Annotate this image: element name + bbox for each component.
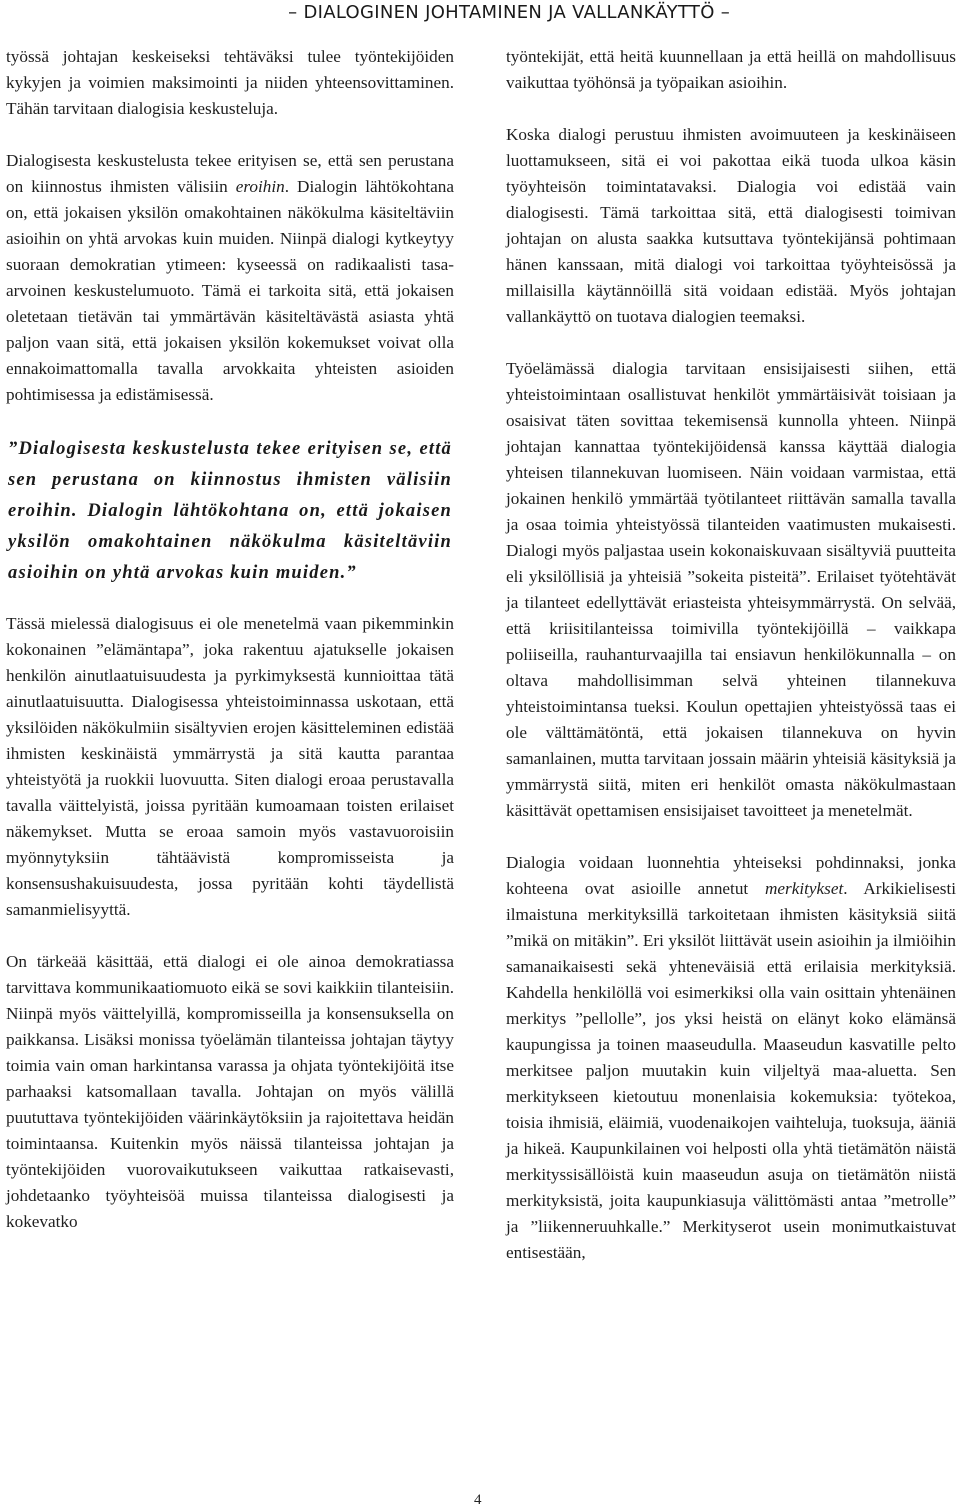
paragraph xyxy=(6,148,454,408)
paragraph-text: . Dialogin lähtökohtana on, että jokaisen yksilön omakohtainen näkökulma käsiteltäviin asioihin on yhtä arvokas kuin muiden. Niinpä dialogi kytkeytyy suoraan demokratian ytimeen: kyseessä on radikaalisti tasa-arvoinen keskustelumuoto. Tämä ei tarkoita sitä, että jokaisen oletetaan tietävän tai ymmärtävän käsiteltävästä asiasta yhtä paljon vaan sitä, että jokaisen yksilön kokemukset voivat olla ennakoimattomalla tavalla arvokkaita yhteisten asioiden pohtimisessa ja edistämisessä. xyxy=(6,177,454,404)
paragraph: työssä johtajan keskeiseksi tehtäväksi tulee työntekijöiden kykyjen ja voimien maksimointi ja niiden yhteensovittaminen. Tähän tarvitaan dialogisia keskusteluja. xyxy=(6,47,454,118)
paragraph-text: Dialogia voidaan luonnehtia yhteiseksi pohdinnaksi, jonka kohteena ovat asioille annetut xyxy=(506,853,956,898)
paragraph-text: . Arkikielisesti ilmaistuna merkityksillä tarkoitetaan ihmisten käsityksiä siitä ”mikä on mitäkin”. Eri yksilöt liittävät usein asioihin ja ilmiöihin samanaikaisesti sekä yhteneväisiä että erilaisia merkityksiä. Kahdella henkilöllä voi esimerkiksi olla vain osittain yhtenäinen merkitys ”pellolle”, jos yksi heistä on elänyt koko elämänsä kaupungissa ja toinen maaseudulla. Maaseudun kasvatille pelto merkitsee paljon muutakin kuin viljeltyä maa-aluetta. Sen merkitykseen kietoutuu monenlaisia kokemuksia: työtekoa, toisia ihmisiä, eläimiä, vuodenaikojen vaihteluja, tuoksuja, ääniä ja hikeä. Kaupunkilainen voi helposti olla yhtä tietämätön näistä merkityssisällöistä kuin maaseudun asuja on tietämätön niistä merkityksistä, joita kaupunkiasuja välittömästi antaa ”metrolle” ja ”liikenneruuhkalle.” Merkityserot usein monimutkaistuvat entisestään, xyxy=(506,879,956,1262)
pull-quote: ”Dialogisesta keskustelusta tekee erityisen se, että sen perustana on kiinnostus ihmisten välisiin eroihin. Dialogin lähtökohtana on, että jokaisen yksilön omakohtainen näkökulma käsiteltäviin asioihin on yhtä arvokas kuin muiden.” xyxy=(8,439,452,583)
paragraph-text: Dialogisesta keskustelusta tekee erityisen se, että sen perustana on kiinnostus ihmisten välisiin xyxy=(6,151,454,196)
emphasis-text: eroihin xyxy=(235,177,285,196)
left-column xyxy=(6,44,454,1235)
page-number: 4 xyxy=(474,1492,482,1508)
paragraph: työntekijät, että heitä kuunnellaan ja että heillä on mahdollisuus vaikuttaa työhönsä ja työpaikan asioihin. xyxy=(506,47,956,92)
right-column xyxy=(506,44,956,1266)
running-header: – DIALOGINEN JOHTAMINEN JA VALLANKÄYTTÖ – xyxy=(288,2,730,23)
paragraph: On tärkeää käsittää, että dialogi ei ole ainoa demokratiassa tarvittava kommunikaatiomuoto eikä se sovi kaikkiin tilanteisiin. Niinpä myös väittelyillä, kompromisseilla ja konsensuksella on paikkansa. Lisäksi monissa työelämän tilanteissa johtajan täytyy toimia vain oman harkintansa varassa ja ohjata työntekijöitä itse parhaaksi katsomallaan tavalla. Johtajan on myös välillä puututtava työntekijöiden väärinkäytöksiin ja rajoitettava heidän toimintaansa. Kuitenkin myös näissä tilanteissa johtajan ja työntekijöiden vuorovaikutukseen vaikuttaa ratkaisevasti, johdetaanko työyhteisöä muissa tilanteissa dialogisesti ja kokevatko xyxy=(6,952,454,1231)
emphasis-text: merkitykset xyxy=(764,879,844,898)
paragraph xyxy=(506,850,956,1266)
paragraph: Työelämässä dialogia tarvitaan ensisijaisesti siihen, että yhteistoimintaan osallistuvat henkilöt ymmärtäisivät toisiaan ja osaisivat täten sovittaa tekemisensä kunnolla yhteen. Niinpä johtajan kannattaa työntekijöidensä kanssa käyttää dialogia yhteisen tilannekuvan luomiseen. Näin voidaan varmistaa, että jokainen henkilö ymmärtää työtilanteet riittävän samalla tavalla ja osaa toimia yhteistyössä tilanteiden vaatimusten mukaisesti. Dialogi myös paljastaa usein kokonaiskuvaan sisältyviä puutteita eli yksilöllisiä ja yhteisiä ”sokeita pisteitä”. Erilaiset työtehtävät ja tilanteet edellyttävät eriasteista yhteisymmärrystä. On selvää, että kriisitilanteissa toimivilla työntekijöillä – vaikkapa poliiseilla, rauhanturvaajilla tai ensiavun henkilökunnalla – on oltava mahdollisimman selvä yhteinen tilannekuva yhteistoimintansa tueksi. Koulun opettajien yhteistyössä taas ei ole välttämätöntä, että jokaisen tilannekuva on hyvin samanlainen, mutta tarvitaan jossain määrin yhteisiä käsityksiä ja ymmärrystä siitä, miten eri henkilöt omasta näkökulmastaan käsittävät opettamisen ensisijaiset tavoitteet ja menetelmät. xyxy=(506,359,956,820)
paragraph: Koska dialogi perustuu ihmisten avoimuuteen ja keskinäiseen luottamukseen, sitä ei voi pakottaa eikä tuoda ulkoa käsin työyhteisön toimintatavaksi. Dialogia voi edistää vain dialogisesti. Tämä tarkoittaa sitä, että dialogisesti toimivan johtajan on alusta saakka kutsuttava työntekijänsä pohtimaan hänen kanssaan, mitä dialogi voi tarkoittaa työyhteisössä ja millaisilla käytännöillä sitä voidaan edistää. Myös johtajan vallankäyttö on tuotava dialogien teemaksi. xyxy=(506,125,956,326)
paragraph: Tässä mielessä dialogisuus ei ole menetelmä vaan pikemminkin kokonainen ”elämäntapa”, joka rakentuu ajatukselle jokaisen henkilön ainutlaatuisuudesta ja pyrkimyksestä kunnioittaa tätä ainutlaatuisuutta. Dialogisessa yhteistoiminnassa uskotaan, että yksilöiden näkökulmiin sisältyvien erojen käsitteleminen edistää ihmisten keskinäistä ymmärrystä ja sitä kautta parantaa yhteistyötä ja ruokkii luovuutta. Siten dialogi eroaa perustavalla tavalla väittelyistä, joissa pyritään kumoamaan toisten erilaiset näkemykset. Mutta se eroaa samoin myös vastavuoroisiin myönnytyksiin tähtäävistä kompromisseista ja konsensushakuisuudesta, jossa pyritään kohti täydellistä samanmielisyyttä. xyxy=(6,614,454,919)
